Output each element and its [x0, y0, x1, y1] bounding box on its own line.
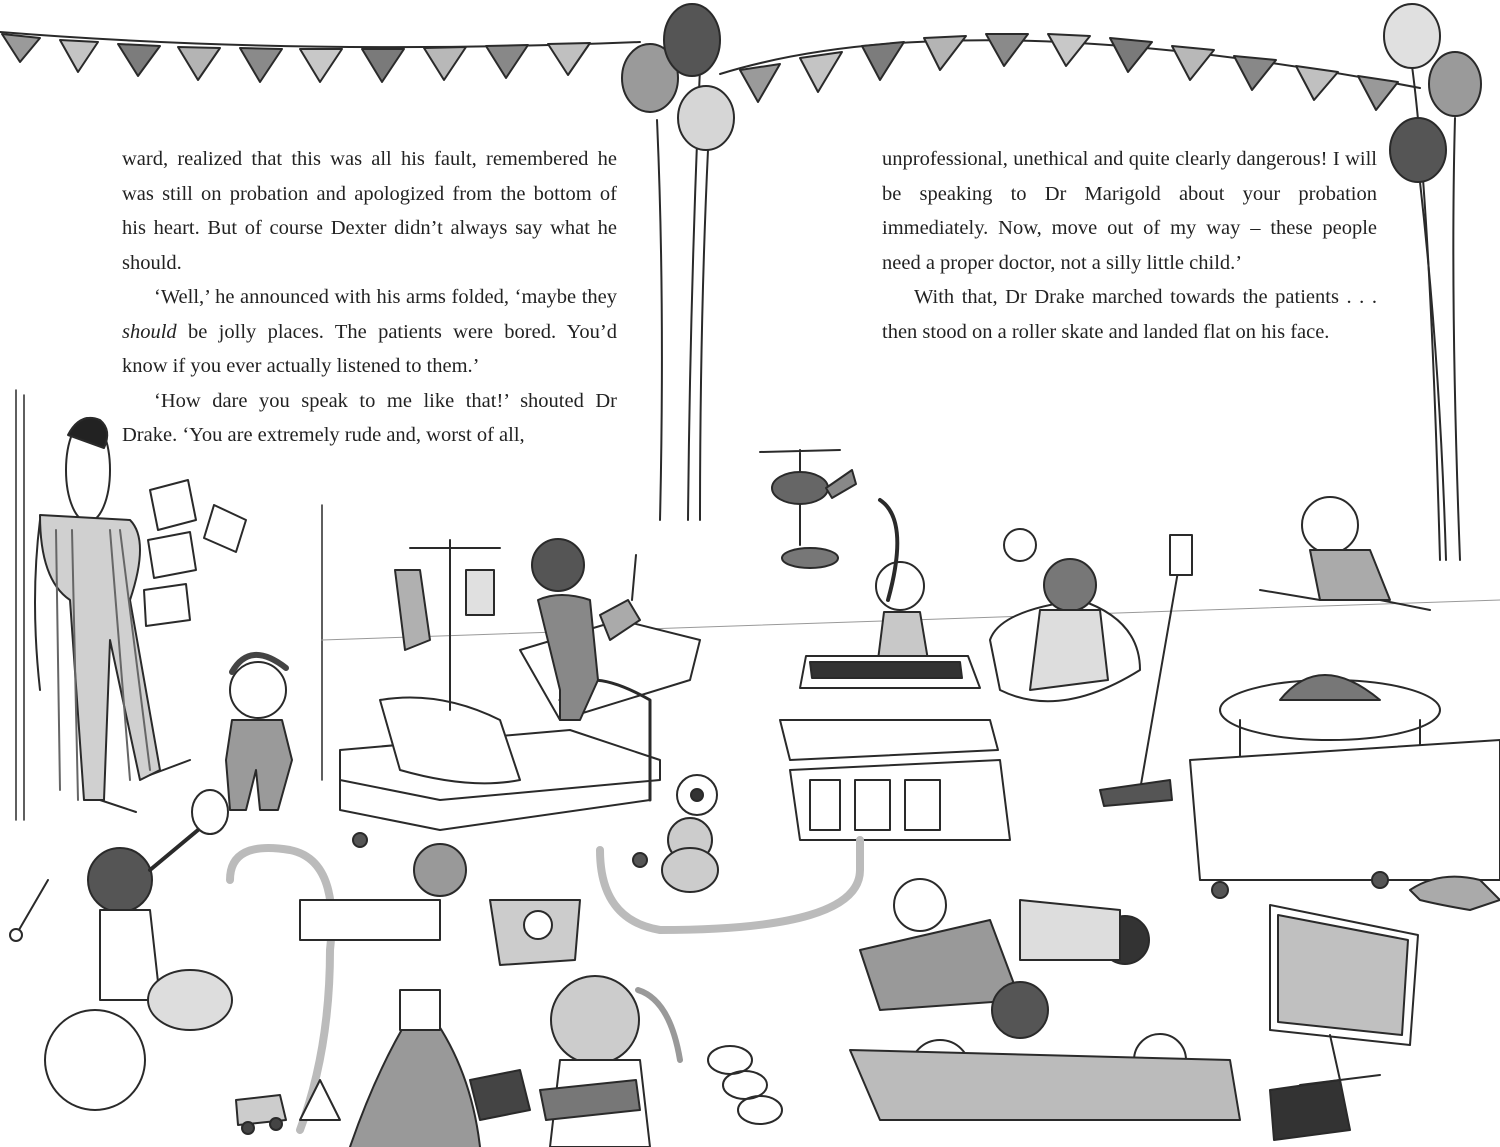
- toy-train: [470, 1070, 530, 1120]
- slinky-toy: [708, 1046, 782, 1124]
- girl-in-wheelchair: [10, 790, 232, 1110]
- left-page-text: [122, 142, 617, 453]
- balloons-right: [1384, 4, 1481, 560]
- toy-helicopter: [760, 450, 856, 568]
- paragraph: ‘Well,’ he announced with his arms folded, ‘maybe they should be jolly places. The patients were bored. You’d know if you ever actually listened to them.’: [122, 286, 617, 377]
- football: [677, 775, 717, 815]
- jumping-boy: [1260, 497, 1430, 610]
- toy-crocodile: [1410, 877, 1500, 910]
- girl-playing-keyboard: [800, 500, 980, 688]
- iv-drip-stand: [395, 540, 500, 710]
- girl-doing-puzzle: [300, 844, 580, 965]
- flying-papers: [144, 480, 246, 626]
- hospital-bed-middle: [780, 720, 1010, 840]
- girl-jumping-on-pillow: [990, 529, 1140, 701]
- game-console: [1270, 1080, 1350, 1140]
- right-page-text: [882, 142, 1377, 349]
- paragraph: With that, Dr Drake marched towards the patients . . . then stood on a roller skate and landed flat on his face.: [882, 286, 1377, 343]
- paragraph: ward, realized that this was all his fault, remembered he was still on probation and apologized from the bottom of his heart. But of course Dexter didn’t always say what he should.: [122, 148, 617, 274]
- toy-truck: [236, 1095, 286, 1134]
- ponytail-girl: [540, 976, 680, 1147]
- paragraph: ‘How dare you speak to me like that!’ shouted Dr Drake. ‘You are extremely rude and, worst of all,: [122, 389, 617, 446]
- hospital-bed-right: [1190, 740, 1500, 898]
- bunting-left: [0, 32, 640, 82]
- curly-haired-boy: [226, 655, 292, 810]
- pile-of-kids: [850, 879, 1240, 1120]
- toy-slide: [350, 990, 480, 1147]
- paragraph: unprofessional, unethical and quite clearly dangerous! I will be speaking to Dr Marigold about your probation immediately. Now, move out of my way – these people need a proper doctor, not a silly little child.’: [882, 148, 1377, 274]
- television: [1270, 905, 1418, 1085]
- teddy-bear: [662, 818, 718, 892]
- toy-train-track: [230, 840, 860, 1130]
- balloons-center: [622, 4, 734, 520]
- bunting-right: [720, 34, 1420, 110]
- hospital-bed-left: [340, 620, 700, 867]
